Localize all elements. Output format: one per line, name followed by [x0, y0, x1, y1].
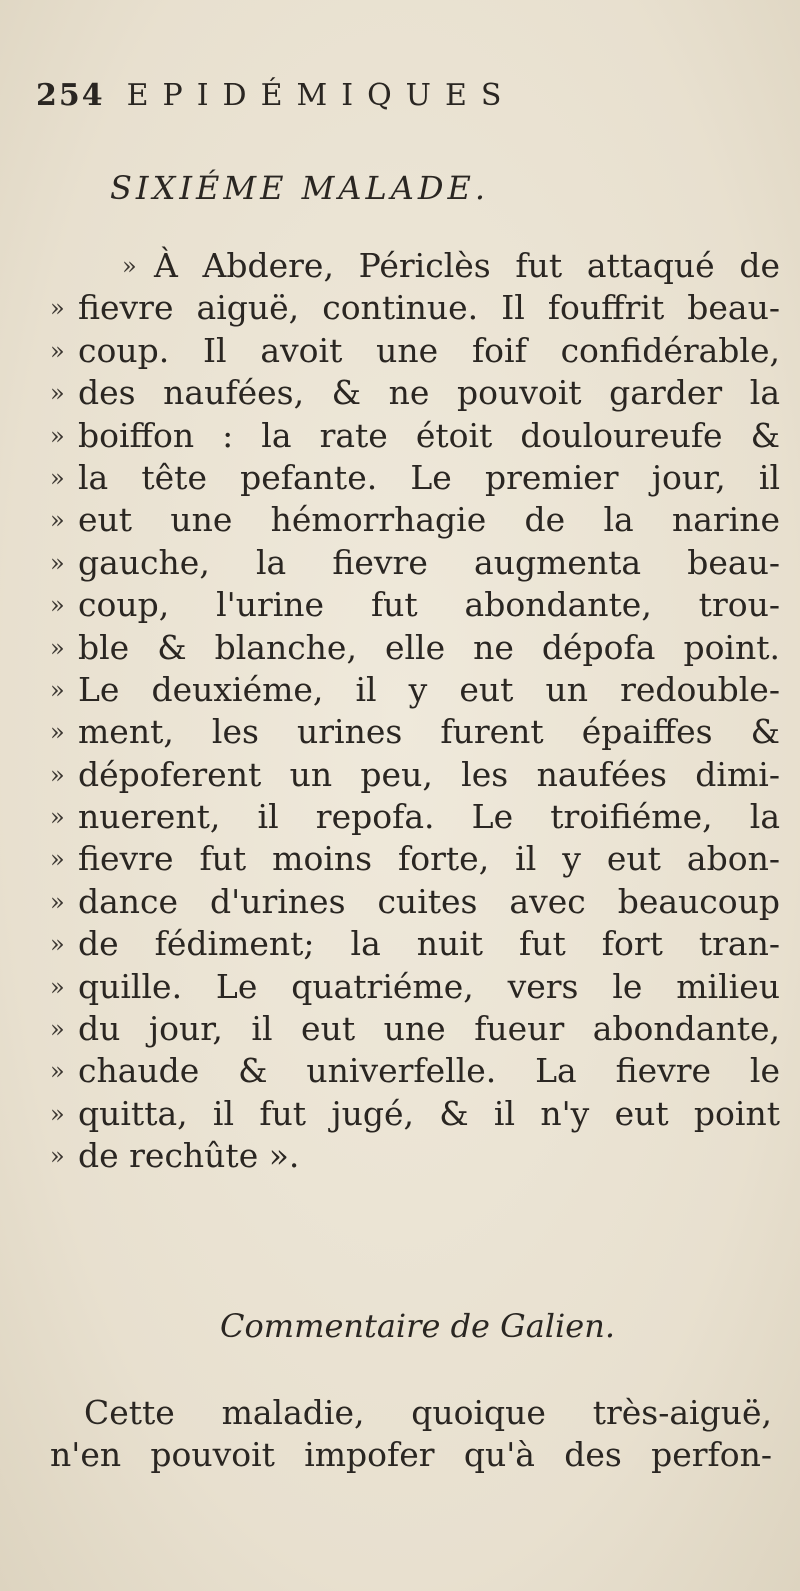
line-text: quille. Le quatriéme, vers le milieu — [78, 966, 780, 1006]
line-text: À Abdere, Périclès fut attaqué de — [154, 246, 780, 285]
text-line — [50, 415, 780, 457]
line-text: nuerent, il repofa. Le troifiéme, la — [78, 797, 780, 837]
text-line — [50, 923, 780, 965]
line-text: boiffon : la rate étoit douloureufe & — [78, 415, 780, 455]
text-line — [50, 881, 780, 923]
text-line — [50, 1135, 780, 1177]
case-text — [50, 245, 780, 1178]
text-line — [50, 542, 780, 584]
section-title: SIXIÉME MALADE. — [110, 169, 490, 207]
quote-mark: » — [50, 506, 65, 535]
quote-mark: » — [50, 591, 65, 620]
text-line — [50, 287, 780, 329]
line-text: ment, les urines furent épaiffes & — [78, 712, 780, 752]
quote-mark: » — [50, 803, 65, 832]
quote-mark: » — [50, 675, 65, 704]
line-text: ble & blanche, elle ne dépofa point. — [78, 627, 780, 667]
line-text: fievre aiguë, continue. Il fouffrit beau- — [78, 288, 780, 328]
text-line — [50, 669, 780, 711]
quote-mark: » — [50, 1099, 65, 1128]
running-head-title: EPIDÉMIQUES — [126, 78, 516, 113]
text-line — [50, 796, 780, 838]
text-line — [50, 754, 780, 796]
quote-mark: » — [50, 421, 65, 450]
text-line — [50, 966, 780, 1008]
line-text: de rechûte ». — [78, 1136, 300, 1176]
line-text: dépoferent un peu, les naufées dimi- — [78, 754, 780, 794]
page-number: 254 — [36, 78, 105, 113]
line-text: n'en pouvoit impofer qu'à des perfon- — [50, 1435, 772, 1475]
line-text: la tête pefante. Le premier jour, il — [78, 457, 780, 497]
commentary-text — [50, 1392, 772, 1477]
quote-mark: » — [50, 548, 65, 577]
text-line — [50, 627, 780, 669]
text-line — [50, 372, 780, 414]
running-head — [36, 66, 776, 126]
line-text: eut une hémorrhagie de la narine — [78, 500, 780, 540]
line-text: du jour, il eut une fueur abondante, — [78, 1009, 780, 1049]
text-line — [50, 499, 780, 541]
quote-mark: » — [50, 1057, 65, 1086]
text-line — [50, 711, 780, 753]
text-line — [50, 1050, 780, 1092]
text-line — [50, 245, 780, 287]
line-text: gauche, la fievre augmenta beau- — [78, 542, 780, 582]
commentary-line — [50, 1392, 772, 1434]
quote-mark: » — [50, 633, 65, 662]
line-text: de fédiment; la nuit fut fort tran- — [78, 924, 780, 964]
text-line — [50, 838, 780, 880]
text-line — [50, 1008, 780, 1050]
quote-mark: » — [50, 463, 65, 492]
quote-mark: » — [50, 718, 65, 747]
line-text: des naufées, & ne pouvoit garder la — [78, 373, 780, 413]
text-line — [50, 330, 780, 372]
line-text: Cette maladie, quoique très-aiguë, — [84, 1393, 772, 1432]
text-line — [50, 457, 780, 499]
quote-mark: » — [50, 379, 65, 408]
quote-mark: » — [50, 760, 65, 789]
quote-mark: » — [50, 294, 65, 323]
quote-mark: » — [50, 930, 65, 959]
quote-mark: » — [50, 845, 65, 874]
line-text: quitta, il fut jugé, & il n'y eut point — [78, 1093, 780, 1133]
line-text: fievre fut moins forte, il y eut abon- — [78, 839, 780, 879]
text-line — [50, 1093, 780, 1135]
line-text: dance d'urines cuites avec beaucoup — [78, 881, 780, 921]
commentary-line — [50, 1434, 772, 1476]
commentary-title: Commentaire de Galien. — [220, 1307, 615, 1345]
quote-mark: » — [50, 972, 65, 1001]
line-text: chaude & univerfelle. La fievre le — [78, 1051, 780, 1091]
quote-mark: » — [122, 252, 137, 280]
quote-mark: » — [50, 1015, 65, 1044]
line-text: Le deuxiéme, il y eut un redouble- — [78, 669, 780, 709]
line-text: coup. Il avoit une foif confidérable, — [78, 330, 780, 370]
quote-mark: » — [50, 336, 65, 365]
text-line — [50, 584, 780, 626]
quote-mark: » — [50, 1142, 65, 1171]
quote-mark: » — [50, 887, 65, 916]
line-text: coup, l'urine fut abondante, trou- — [78, 585, 780, 625]
